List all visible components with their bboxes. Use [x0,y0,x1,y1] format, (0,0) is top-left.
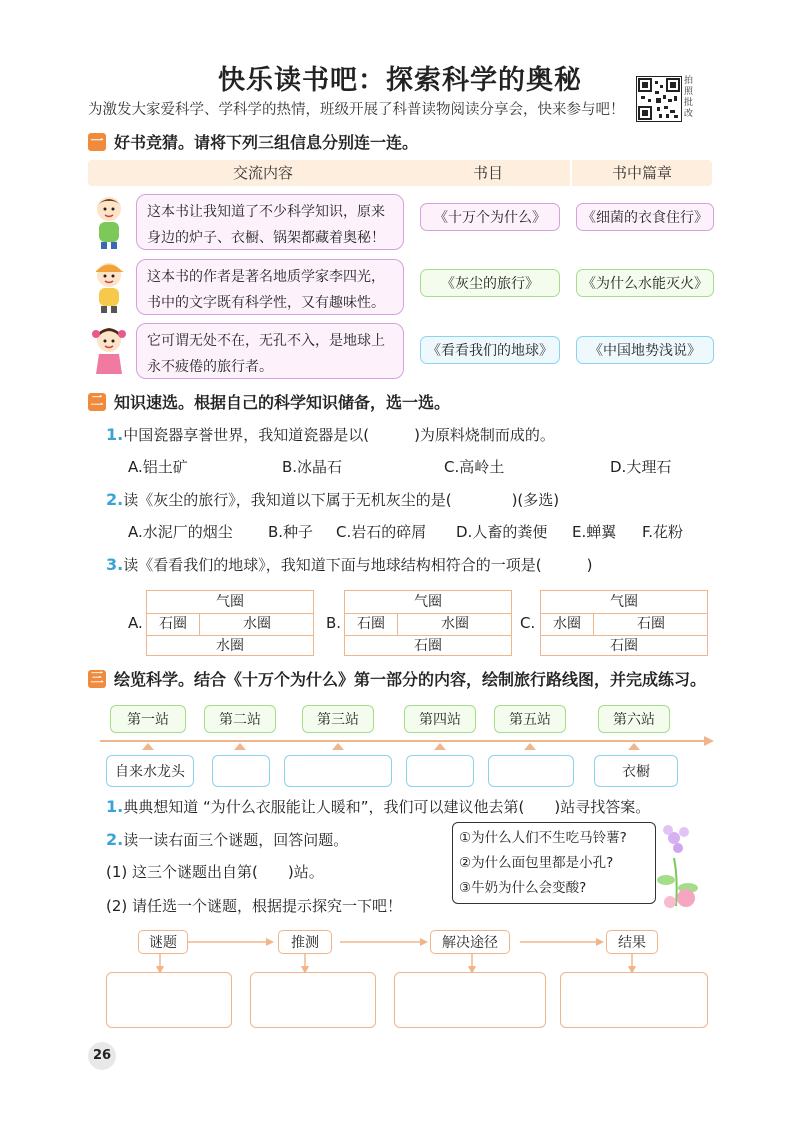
q3-2-line [106,829,348,850]
qr-label: 拍照批改 [684,76,694,119]
flow-box-riddle[interactable] [106,972,232,1028]
earth-b-bottom: 石圈 [414,638,442,654]
q2-3-number: 3. [106,555,124,574]
station-2: 第二站 [204,705,276,733]
boy-avatar-icon [88,192,130,250]
q2-1-option-a[interactable]: A.铝土矿 [128,458,188,476]
riddle-3: ③牛奶为什么会变酸? [459,880,587,896]
header-book: 书目 [472,164,503,182]
q2-2-text: 读《灰尘的旅行》，我知道以下属于无机灰尘的是( )(多选) [123,491,560,509]
earth-option-b-label[interactable]: B. [326,614,342,632]
earth-a-bottom: 水圈 [216,638,244,654]
boy-with-cap-avatar-icon [88,256,130,314]
q3-2-sub2: (2) 请任选一个谜题，根据提示探究一下吧！ [106,897,403,915]
q2-2-option-c[interactable]: C.岩石的碎屑 [336,523,427,541]
destination-4-blank[interactable] [406,755,474,787]
destination-1[interactable]: 自来水龙头 [106,755,194,787]
destination-5-blank[interactable] [488,755,574,787]
q2-2-line [106,489,559,510]
q3-1-text: 典典想知道 “为什么衣服能让人暖和”，我们可以建议他去第( )站寻找答案。 [123,798,651,816]
content-bubble-3: 它可谓无处不在，无孔不入，是地球上永不疲倦的旅行者。 [136,323,404,379]
destination-6[interactable]: 衣橱 [594,755,678,787]
route-arrow-line [100,734,714,748]
chapter-option-3[interactable]: 《中国地势浅说》 [576,336,714,364]
q2-2-option-b[interactable]: B.种子 [268,523,314,541]
station-4: 第四站 [404,705,476,733]
q2-3-line [106,554,592,575]
q2-1-option-d[interactable]: D.大理石 [610,458,672,476]
section1-heading [88,130,418,153]
chapter-option-1[interactable]: 《细菌的衣食住行》 [576,203,714,231]
earth-a-mid-left: 石圈 [147,613,200,635]
earth-a-mid-right: 水圈 [243,616,271,632]
section1-badge: 一 [88,133,106,151]
q3-2-text: 读一读右面三个谜题，回答问题。 [123,831,349,849]
qr-code-icon[interactable] [636,76,682,122]
q2-2-number: 2. [106,490,124,509]
earth-structure-b[interactable] [344,590,512,656]
riddle-box [452,822,656,904]
route-marker-6 [628,743,640,750]
section1-table-header [88,160,712,186]
earth-c-bottom: 石圈 [610,638,638,654]
earth-structure-c[interactable] [540,590,708,656]
page-number: 26 [88,1042,116,1070]
q2-1-option-b[interactable]: B.冰晶石 [282,458,343,476]
book-option-2[interactable]: 《灰尘的旅行》 [420,269,560,297]
riddle-2: ②为什么面包里都是小孔? [459,855,614,871]
girl-avatar-icon [88,322,130,380]
q2-2-option-f[interactable]: F.花粉 [642,523,683,541]
q2-1-option-c[interactable]: C.高岭土 [444,458,505,476]
flow-label-guess: 推测 [278,930,332,954]
flow-label-result: 结果 [606,930,658,954]
header-chapter: 书中篇章 [570,160,712,186]
content-bubble-1: 这本书让我知道了不少科学知识，原来身边的炉子、衣橱、锅架都藏着奥秘！ [136,194,404,250]
route-marker-3 [332,743,344,750]
earth-c-mid-left: 水圈 [541,613,594,635]
q2-1-text: 中国瓷器享誉世界，我知道瓷器是以( )为原料烧制而成的。 [123,426,555,444]
book-option-3[interactable]: 《看看我们的地球》 [420,336,560,364]
page-title: 快乐读书吧：探索科学的奥秘 [218,65,582,96]
section2-heading [88,390,450,413]
station-6: 第六站 [598,705,670,733]
earth-option-c-label[interactable]: C. [520,614,536,632]
section1-text: 好书竞猜。请将下列三组信息分别连一连。 [114,133,419,152]
q2-1-number: 1. [106,425,124,444]
book-option-1[interactable]: 《十万个为什么》 [420,203,560,231]
q2-2-option-a[interactable]: A.水泥厂的烟尘 [128,523,233,541]
q2-1-line [106,424,555,445]
route-marker-5 [524,743,536,750]
destination-3-blank[interactable] [284,755,392,787]
q3-1-line [106,796,650,817]
route-marker-1 [142,743,154,750]
route-marker-4 [434,743,446,750]
intro-text: 为激发大家爱科学、学科学的热情，班级开展了科普读物阅读分享会，快来参与吧！ [88,102,625,118]
content-bubble-2: 这本书的作者是著名地质学家李四光，书中的文字既有科学性，又有趣味性。 [136,259,404,315]
q3-2-number: 2. [106,830,124,849]
section3-badge: 三 [88,670,106,688]
section3-text: 绘览科学。结合《十万个为什么》第一部分的内容，绘制旅行路线图，并完成练习。 [114,670,707,689]
earth-b-top: 气圈 [414,594,442,610]
flower-decoration-icon [656,818,704,908]
earth-structure-a[interactable] [146,590,314,656]
earth-c-top: 气圈 [610,594,638,610]
riddle-1: ①为什么人们不生吃马铃薯? [459,830,627,846]
flow-box-guess[interactable] [250,972,376,1028]
section2-text: 知识速选。根据自己的科学知识储备，选一选。 [114,393,451,412]
flow-label-riddle: 谜题 [138,930,188,954]
destination-2-blank[interactable] [212,755,270,787]
q2-3-text: 读《看看我们的地球》，我知道下面与地球结构相符合的一项是( ) [123,556,593,574]
chapter-option-2[interactable]: 《为什么水能灭火》 [576,269,714,297]
flow-box-solution[interactable] [394,972,546,1028]
station-3: 第三站 [302,705,374,733]
earth-b-mid-left: 石圈 [345,613,398,635]
header-content: 交流内容 [232,164,293,182]
earth-option-a-label[interactable]: A. [128,614,143,632]
station-1: 第一站 [110,705,186,733]
earth-c-mid-right: 石圈 [637,616,665,632]
flow-label-solution: 解决途径 [430,930,510,954]
q3-2-sub1: (1) 这三个谜题出自第( )站。 [106,863,324,881]
q3-1-number: 1. [106,797,124,816]
q2-2-option-e[interactable]: E.蝉翼 [572,523,617,541]
earth-a-top: 气圈 [216,594,244,610]
station-5: 第五站 [494,705,566,733]
earth-b-mid-right: 水圈 [441,616,469,632]
section2-badge: 二 [88,393,106,411]
section3-heading [88,667,706,690]
flow-box-result[interactable] [560,972,708,1028]
route-marker-2 [234,743,246,750]
q2-2-option-d[interactable]: D.人畜的粪便 [456,523,548,541]
